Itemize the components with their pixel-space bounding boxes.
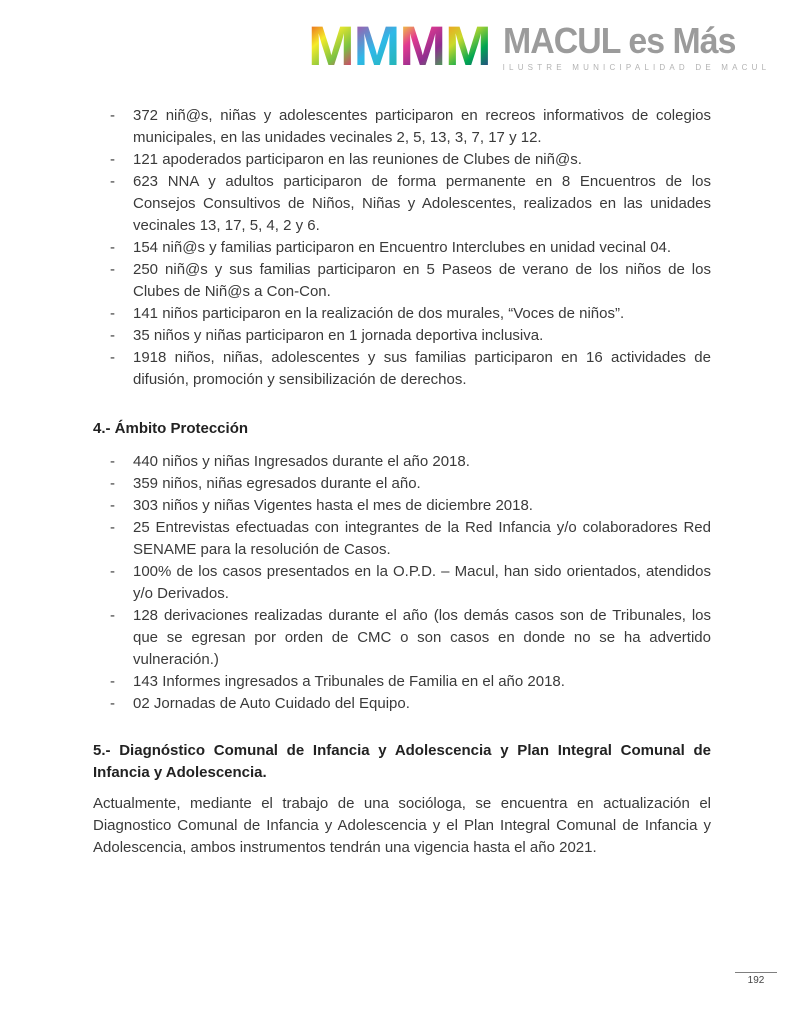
list-item	[93, 451, 711, 473]
bullet-text: 440 niños y niñas Ingresados durante el año 2018.	[133, 453, 470, 470]
section-4-heading: 4.- Ámbito Protección	[93, 420, 249, 437]
macul-mmmm-logo-icon	[308, 14, 491, 77]
list-item	[93, 347, 711, 391]
bullet-text: 25 Entrevistas efectuadas con integrantes de la Red Infancia y/o colaboradores Red SENAME para la resolución de Casos.	[133, 519, 711, 558]
logo-m-4-icon: M	[445, 22, 491, 70]
bullet-text: 372 niñ@s, niñas y adolescentes participaron en recreos informativos de colegios municipales, en las unidades vecinales 2, 5, 13, 3, 7, 17 y 12.	[133, 107, 711, 146]
bullet-dash: -	[110, 563, 115, 580]
bullet-dash: -	[110, 261, 115, 278]
bullet-text: 623 NNA y adultos participaron de forma permanente en 8 Encuentros de los Consejos Consultivos de Niños, Niñas y Adolescentes, realizados en las unidades vecinales 13, 17, 5, 4, 2 y 6.	[133, 173, 711, 234]
logo-subtitle: ILUSTRE MUNICIPALIDAD DE MACUL	[502, 63, 771, 72]
participation-bullet-list	[93, 105, 711, 391]
list-item	[93, 561, 711, 605]
header-logo	[308, 14, 771, 77]
list-item	[93, 171, 711, 237]
logo-m-2-icon: M	[354, 22, 400, 70]
bullet-dash: -	[110, 239, 115, 256]
list-item	[93, 605, 711, 671]
bullet-dash: -	[110, 349, 115, 366]
proteccion-bullet-list	[93, 451, 711, 715]
list-item	[93, 693, 711, 715]
list-item	[93, 105, 711, 149]
bullet-dash: -	[110, 453, 115, 470]
list-item	[93, 303, 711, 325]
bullet-dash: -	[110, 607, 115, 624]
bullet-text: 100% de los casos presentados en la O.P.D. – Macul, han sido orientados, atendidos y/o Derivados.	[133, 563, 711, 602]
section-5-paragraph: Actualmente, mediante el trabajo de una socióloga, se encuentra en actualización el Diagnostico Comunal de Infancia y Adolescencia y el Plan Integral Comunal de Infancia y Adolescencia, ambos instrumentos tendrán una vigencia hasta el año 2021.	[93, 795, 711, 856]
bullet-text: 128 derivaciones realizadas durante el año (los demás casos son de Tribunales, los que se egresan por orden de CMC o son casos en donde no se ha advertido vulneración.)	[133, 607, 711, 668]
bullet-text: 121 apoderados participaron en las reuniones de Clubes de niñ@s.	[133, 151, 582, 168]
list-item	[93, 517, 711, 561]
section-5-heading: 5.- Diagnóstico Comunal de Infancia y Adolescencia y Plan Integral Comunal de Infancia y Adolescencia.	[93, 742, 711, 781]
bullet-text: 250 niñ@s y sus familias participaron en 5 Paseos de verano de los niños de los Clubes de Niñ@s a Con-Con.	[133, 261, 711, 300]
bullet-dash: -	[110, 519, 115, 536]
bullet-dash: -	[110, 475, 115, 492]
page-footer	[735, 972, 777, 986]
bullet-text: 141 niños participaron en la realización de dos murales, “Voces de niños”.	[133, 305, 625, 322]
bullet-text: 303 niños y niñas Vigentes hasta el mes de diciembre 2018.	[133, 497, 533, 514]
bullet-dash: -	[110, 173, 115, 190]
list-item	[93, 237, 711, 259]
list-item	[93, 149, 711, 171]
list-item	[93, 325, 711, 347]
list-item	[93, 671, 711, 693]
bullet-text: 02 Jornadas de Auto Cuidado del Equipo.	[133, 695, 410, 712]
bullet-text: 143 Informes ingresados a Tribunales de Familia en el año 2018.	[133, 673, 565, 690]
bullet-dash: -	[110, 305, 115, 322]
bullet-dash: -	[110, 497, 115, 514]
bullet-dash: -	[110, 695, 115, 712]
logo-m-1-icon: M	[308, 22, 354, 70]
bullet-dash: -	[110, 673, 115, 690]
bullet-dash: -	[110, 327, 115, 344]
bullet-text: 154 niñ@s y familias participaron en Encuentro Interclubes en unidad vecinal 04.	[133, 239, 672, 256]
bullet-text: 35 niños y niñas participaron en 1 jornada deportiva inclusiva.	[133, 327, 544, 344]
list-item	[93, 473, 711, 495]
list-item	[93, 259, 711, 303]
logo-text-block	[503, 22, 771, 72]
bullet-text: 359 niños, niñas egresados durante el año.	[133, 475, 421, 492]
page-number: 192	[747, 975, 765, 986]
bullet-text: 1918 niños, niñas, adolescentes y sus familias participaron en 16 actividades de difusión, promoción y sensibilización de derechos.	[133, 349, 711, 388]
document-content	[93, 105, 711, 859]
logo-title: MACUL es Más	[502, 20, 736, 61]
list-item	[93, 495, 711, 517]
logo-m-3-icon: M	[399, 22, 445, 70]
bullet-dash: -	[110, 151, 115, 168]
bullet-dash: -	[110, 107, 115, 124]
